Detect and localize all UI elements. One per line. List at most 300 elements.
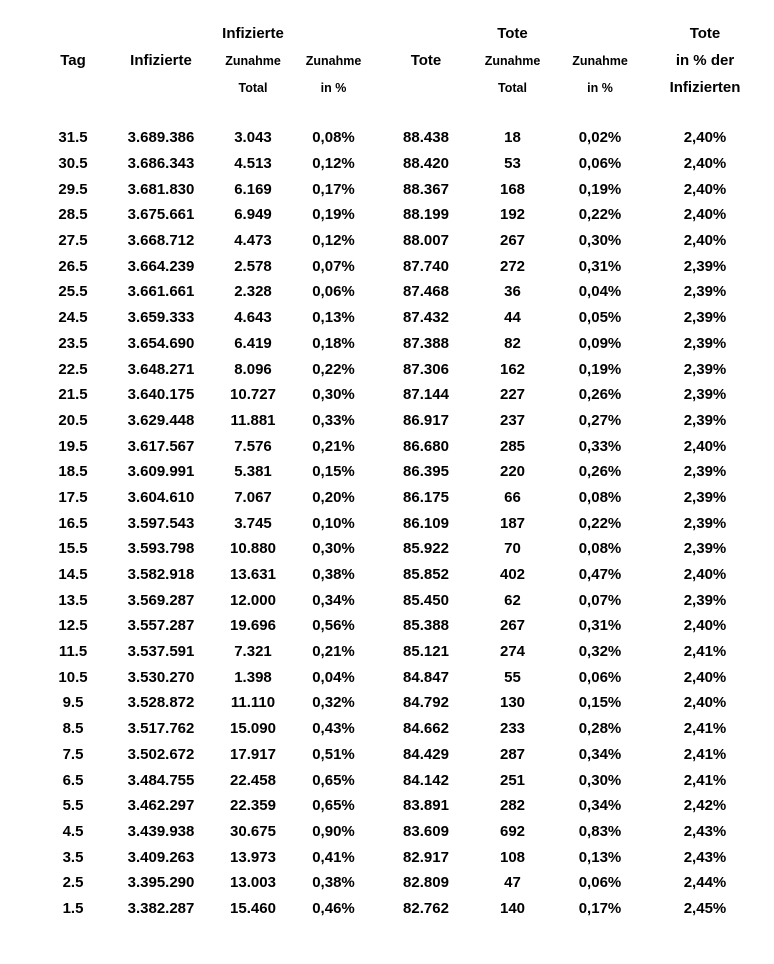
table-cell: 0,38% xyxy=(312,566,355,584)
table-cell: 86.175 xyxy=(403,488,449,506)
column-header-infizierte-zunahme-prozent: Zunahme xyxy=(305,53,362,68)
table-row xyxy=(40,870,760,896)
table-cell: 251 xyxy=(499,771,526,789)
table-cell: 0,32% xyxy=(578,643,622,661)
table-cell: 82 xyxy=(504,334,521,352)
table-cell: 0,34% xyxy=(312,591,355,609)
table-row xyxy=(40,433,760,459)
table-cell: 18 xyxy=(504,129,521,147)
table-cell: 187 xyxy=(499,514,526,532)
table-cell: 0,19% xyxy=(578,180,622,198)
table-cell: 3.557.287 xyxy=(127,617,195,635)
table-cell: 2,39% xyxy=(683,360,727,378)
table-cell: 15.460 xyxy=(230,899,276,917)
table-cell: 3.484.755 xyxy=(127,771,195,789)
table-cell: 84.662 xyxy=(403,720,449,738)
column-header-tag: Tag xyxy=(60,52,86,69)
table-cell: 17.5 xyxy=(58,488,88,506)
table-cell: 0,32% xyxy=(312,694,355,712)
table-cell: 0,15% xyxy=(578,694,622,712)
table-cell: 1.5 xyxy=(62,899,84,917)
table-cell: 3.640.175 xyxy=(127,386,195,404)
table-cell: 267 xyxy=(499,232,526,250)
table-cell: 13.003 xyxy=(230,874,276,892)
table-cell: 0,20% xyxy=(312,488,355,506)
table-cell: 6.419 xyxy=(234,334,272,352)
table-cell: 6.5 xyxy=(62,771,84,789)
table-cell: 15.5 xyxy=(58,540,88,558)
header-sub-row xyxy=(40,74,760,101)
column-header-tote: Tote xyxy=(410,52,442,69)
table-cell: 3.604.610 xyxy=(127,488,195,506)
table-cell: 237 xyxy=(499,411,526,429)
table-cell: 0,22% xyxy=(578,514,622,532)
table-cell: 2,40% xyxy=(683,155,727,173)
header-cell-empty xyxy=(40,20,106,47)
table-cell: 19.696 xyxy=(230,617,276,635)
table-cell: 47 xyxy=(504,874,521,892)
table-cell: 13.973 xyxy=(230,848,276,866)
table-cell: 22.5 xyxy=(58,360,88,378)
header-spacer-row xyxy=(40,101,760,125)
table-row xyxy=(40,279,760,305)
table-cell: 85.121 xyxy=(403,643,449,661)
table-cell: 13.5 xyxy=(58,591,88,609)
table-row xyxy=(40,664,760,690)
table-cell: 3.569.287 xyxy=(127,591,195,609)
table-cell: 3.661.661 xyxy=(127,283,195,301)
table-cell: 0,06% xyxy=(578,668,622,686)
table-cell: 3.689.386 xyxy=(127,129,195,147)
table-row xyxy=(40,587,760,613)
table-cell: 3.629.448 xyxy=(127,411,195,429)
table-cell: 0,13% xyxy=(312,309,355,327)
table-cell: 12.000 xyxy=(230,591,276,609)
header-cell-empty xyxy=(377,74,475,101)
table-cell: 2,40% xyxy=(683,566,727,584)
table-cell: 87.468 xyxy=(403,283,449,301)
table-cell: 0,83% xyxy=(578,822,622,840)
table-cell: 287 xyxy=(499,745,526,763)
table-cell: 88.007 xyxy=(403,232,449,250)
table-cell: 220 xyxy=(499,463,526,481)
table-cell: 130 xyxy=(499,694,526,712)
table-cell: 0,28% xyxy=(578,720,622,738)
table-cell: 82.809 xyxy=(403,874,449,892)
table-cell: 3.668.712 xyxy=(127,232,195,250)
table-cell: 0,56% xyxy=(312,617,355,635)
table-cell: 26.5 xyxy=(58,257,88,275)
table-row xyxy=(40,562,760,588)
table-cell: 7.067 xyxy=(234,488,272,506)
table-cell: 0,06% xyxy=(578,155,622,173)
table-cell: 31.5 xyxy=(58,129,88,147)
table-cell: 15.090 xyxy=(230,720,276,738)
table-row xyxy=(40,742,760,768)
table-cell: 162 xyxy=(499,360,526,378)
table-cell: 2,39% xyxy=(683,463,727,481)
table-cell: 84.847 xyxy=(403,668,449,686)
table-cell: 84.429 xyxy=(403,745,449,763)
table-cell: 85.450 xyxy=(403,591,449,609)
table-cell: 0,02% xyxy=(578,129,622,147)
table-cell: 0,09% xyxy=(578,334,622,352)
table-cell: 0,15% xyxy=(312,463,355,481)
table-row xyxy=(40,151,760,177)
table-cell: 2,39% xyxy=(683,540,727,558)
table-cell: 88.199 xyxy=(403,206,449,224)
table-cell: 55 xyxy=(504,668,521,686)
table-cell: 0,08% xyxy=(312,129,355,147)
subheader-infizierte-total: Total xyxy=(238,80,268,95)
table-cell: 0,38% xyxy=(312,874,355,892)
table-cell: 2,40% xyxy=(683,129,727,147)
table-row xyxy=(40,176,760,202)
header-cell-empty xyxy=(106,74,216,101)
table-cell: 285 xyxy=(499,437,526,455)
table-cell: 2,43% xyxy=(683,848,727,866)
table-cell: 8.5 xyxy=(62,720,84,738)
header-cell-empty xyxy=(550,20,650,47)
table-cell: 233 xyxy=(499,720,526,738)
table-cell: 692 xyxy=(499,822,526,840)
table-cell: 2,39% xyxy=(683,309,727,327)
table-cell: 27.5 xyxy=(58,232,88,250)
table-cell: 0,33% xyxy=(312,411,355,429)
table-row xyxy=(40,767,760,793)
table-row xyxy=(40,896,760,922)
table-cell: 3.675.661 xyxy=(127,206,195,224)
table-cell: 0,18% xyxy=(312,334,355,352)
table-cell: 3.517.762 xyxy=(127,720,195,738)
table-cell: 2,40% xyxy=(683,668,727,686)
table-cell: 3.462.297 xyxy=(127,797,195,815)
table-cell: 2,39% xyxy=(683,257,727,275)
table-cell: 0,12% xyxy=(312,155,355,173)
table-row xyxy=(40,305,760,331)
table-row xyxy=(40,125,760,151)
table-cell: 192 xyxy=(499,206,526,224)
table-cell: 282 xyxy=(499,797,526,815)
table-cell: 30.675 xyxy=(230,822,276,840)
table-row xyxy=(40,613,760,639)
table-cell: 0,26% xyxy=(578,386,622,404)
table-cell: 0,27% xyxy=(578,411,622,429)
subheader-infizierten: Infizierten xyxy=(669,79,741,96)
header-cell-empty xyxy=(40,74,106,101)
table-cell: 0,30% xyxy=(312,386,355,404)
table-cell: 2,39% xyxy=(683,411,727,429)
table-cell: 227 xyxy=(499,386,526,404)
table-cell: 0,41% xyxy=(312,848,355,866)
table-row xyxy=(40,639,760,665)
table-cell: 5.381 xyxy=(234,463,272,481)
group-header-infizierte: Infizierte xyxy=(222,25,284,42)
group-header-tote: Tote xyxy=(497,25,528,42)
table-cell: 3.395.290 xyxy=(127,874,195,892)
table-row xyxy=(40,793,760,819)
table-cell: 0,04% xyxy=(578,283,622,301)
table-cell: 7.5 xyxy=(62,745,84,763)
table-cell: 0,46% xyxy=(312,899,355,917)
table-cell: 87.306 xyxy=(403,360,449,378)
table-cell: 0,30% xyxy=(312,540,355,558)
table-cell: 3.382.287 xyxy=(127,899,195,917)
table-cell: 86.109 xyxy=(403,514,449,532)
table-cell: 0,30% xyxy=(578,771,622,789)
table-cell: 2,44% xyxy=(683,874,727,892)
table-header xyxy=(40,20,760,125)
table-cell: 0,31% xyxy=(578,257,622,275)
table-cell: 2,39% xyxy=(683,334,727,352)
header-group-row xyxy=(40,20,760,47)
table-cell: 7.321 xyxy=(234,643,272,661)
table-cell: 272 xyxy=(499,257,526,275)
table-cell: 3.593.798 xyxy=(127,540,195,558)
table-cell: 0,43% xyxy=(312,720,355,738)
table-cell: 6.169 xyxy=(234,180,272,198)
table-cell: 62 xyxy=(504,591,521,609)
table-cell: 85.852 xyxy=(403,566,449,584)
table-cell: 0,30% xyxy=(578,232,622,250)
table-cell: 0,65% xyxy=(312,797,355,815)
table-cell: 2,41% xyxy=(683,745,727,763)
table-cell: 12.5 xyxy=(58,617,88,635)
table-cell: 3.5 xyxy=(62,848,84,866)
table-cell: 2.578 xyxy=(234,257,272,275)
table-cell: 5.5 xyxy=(62,797,84,815)
table-row xyxy=(40,690,760,716)
table-cell: 2,39% xyxy=(683,514,727,532)
table-cell: 274 xyxy=(499,643,526,661)
table-cell: 10.727 xyxy=(230,386,276,404)
table-row xyxy=(40,356,760,382)
table-row xyxy=(40,382,760,408)
column-header-tote-anteil-line2: in % der xyxy=(675,52,735,69)
table-cell: 0,51% xyxy=(312,745,355,763)
table-cell: 3.409.263 xyxy=(127,848,195,866)
table-cell: 2,41% xyxy=(683,720,727,738)
table-cell: 88.438 xyxy=(403,129,449,147)
table-cell: 87.432 xyxy=(403,309,449,327)
table-cell: 0,17% xyxy=(578,899,622,917)
table-cell: 0,08% xyxy=(578,488,622,506)
spacer-cell xyxy=(40,101,760,125)
table-cell: 87.388 xyxy=(403,334,449,352)
subheader-infizierte-in-prozent: in % xyxy=(320,80,347,95)
table-cell: 85.922 xyxy=(403,540,449,558)
table-cell: 25.5 xyxy=(58,283,88,301)
table-cell: 0,33% xyxy=(578,437,622,455)
table-cell: 4.5 xyxy=(62,822,84,840)
table-cell: 0,90% xyxy=(312,822,355,840)
table-cell: 0,34% xyxy=(578,797,622,815)
table-cell: 11.5 xyxy=(58,643,88,661)
table-cell: 2,40% xyxy=(683,206,727,224)
table-cell: 3.654.690 xyxy=(127,334,195,352)
table-cell: 24.5 xyxy=(58,309,88,327)
column-header-tote-zunahme-prozent: Zunahme xyxy=(572,53,628,68)
table-cell: 16.5 xyxy=(58,514,88,532)
table-row xyxy=(40,536,760,562)
table-cell: 3.597.543 xyxy=(127,514,195,532)
table-cell: 53 xyxy=(504,155,521,173)
column-header-infizierte: Infizierte xyxy=(130,52,192,69)
table-cell: 2,41% xyxy=(683,771,727,789)
table-cell: 2,40% xyxy=(683,232,727,250)
table-cell: 10.880 xyxy=(230,540,276,558)
table-cell: 28.5 xyxy=(58,206,88,224)
table-cell: 0,08% xyxy=(578,540,622,558)
table-cell: 0,17% xyxy=(312,180,355,198)
table-cell: 6.949 xyxy=(234,206,272,224)
table-row xyxy=(40,716,760,742)
table-row xyxy=(40,253,760,279)
table-cell: 44 xyxy=(504,309,521,327)
table-cell: 0,31% xyxy=(578,617,622,635)
table-cell: 3.609.991 xyxy=(127,463,195,481)
table-cell: 3.745 xyxy=(234,514,272,532)
table-cell: 0,05% xyxy=(578,309,622,327)
table-cell: 2,41% xyxy=(683,643,727,661)
table-cell: 2,39% xyxy=(683,386,727,404)
table-cell: 108 xyxy=(499,848,526,866)
table-cell: 11.110 xyxy=(230,694,276,712)
table-cell: 2,40% xyxy=(683,437,727,455)
subheader-tote-total: Total xyxy=(498,80,527,95)
table-cell: 2.5 xyxy=(62,874,84,892)
table-cell: 3.681.830 xyxy=(127,180,195,198)
table-cell: 0,22% xyxy=(578,206,622,224)
table-cell: 10.5 xyxy=(58,668,88,686)
table-cell: 86.395 xyxy=(403,463,449,481)
table-cell: 2,39% xyxy=(683,283,727,301)
table-cell: 11.881 xyxy=(230,411,276,429)
table-cell: 84.792 xyxy=(403,694,449,712)
table-cell: 87.740 xyxy=(403,257,449,275)
table-cell: 2,39% xyxy=(683,591,727,609)
table-row xyxy=(40,331,760,357)
table-cell: 3.439.938 xyxy=(127,822,195,840)
table-cell: 168 xyxy=(499,180,526,198)
table-cell: 2,40% xyxy=(683,694,727,712)
table-cell: 3.664.239 xyxy=(127,257,195,275)
table-cell: 20.5 xyxy=(58,411,88,429)
table-cell: 87.144 xyxy=(403,386,449,404)
table-cell: 2,40% xyxy=(683,617,727,635)
table-cell: 66 xyxy=(504,488,521,506)
infection-statistics-table xyxy=(40,20,760,921)
table-cell: 0,19% xyxy=(578,360,622,378)
table-cell: 1.398 xyxy=(234,668,272,686)
table-cell: 2,43% xyxy=(683,822,727,840)
table-cell: 4.473 xyxy=(234,232,272,250)
table-cell: 7.576 xyxy=(234,437,272,455)
table-cell: 21.5 xyxy=(58,386,88,404)
table-cell: 0,34% xyxy=(578,745,622,763)
table-cell: 22.458 xyxy=(230,771,276,789)
table-cell: 0,21% xyxy=(312,437,355,455)
header-cell-empty xyxy=(377,20,475,47)
table-cell: 0,22% xyxy=(312,360,355,378)
table-row xyxy=(40,228,760,254)
table-cell: 8.096 xyxy=(234,360,272,378)
table-cell: 22.359 xyxy=(230,797,276,815)
table-cell: 84.142 xyxy=(403,771,449,789)
table-cell: 0,10% xyxy=(312,514,355,532)
subheader-tote-in-prozent: in % xyxy=(587,80,613,95)
table-cell: 0,19% xyxy=(312,206,355,224)
table-cell: 0,06% xyxy=(578,874,622,892)
table-cell: 36 xyxy=(504,283,521,301)
table-cell: 2,40% xyxy=(683,180,727,198)
header-main-row xyxy=(40,47,760,74)
table-cell: 13.631 xyxy=(230,566,276,584)
column-header-infizierte-zunahme-total: Zunahme xyxy=(225,53,281,68)
table-cell: 3.659.333 xyxy=(127,309,195,327)
table-cell: 0,65% xyxy=(312,771,355,789)
header-cell-empty xyxy=(290,20,377,47)
table-cell: 3.686.343 xyxy=(127,155,195,173)
table-cell: 0,07% xyxy=(312,257,355,275)
table-cell: 3.648.271 xyxy=(127,360,195,378)
table-cell: 267 xyxy=(499,617,526,635)
table-body xyxy=(40,125,760,921)
table-cell: 2.328 xyxy=(234,283,272,301)
table-cell: 2,39% xyxy=(683,488,727,506)
column-header-tote-zunahme-total: Zunahme xyxy=(484,53,541,68)
table-row xyxy=(40,408,760,434)
table-cell: 0,21% xyxy=(312,643,355,661)
table-cell: 82.762 xyxy=(403,899,449,917)
table-cell: 0,04% xyxy=(312,668,355,686)
table-cell: 82.917 xyxy=(403,848,449,866)
header-cell-empty xyxy=(106,20,216,47)
table-cell: 29.5 xyxy=(58,180,88,198)
table-cell: 0,26% xyxy=(578,463,622,481)
table-cell: 3.537.591 xyxy=(127,643,195,661)
table-cell: 30.5 xyxy=(58,155,88,173)
table-row xyxy=(40,459,760,485)
table-cell: 3.617.567 xyxy=(127,437,195,455)
table-cell: 83.609 xyxy=(403,822,449,840)
table-cell: 88.420 xyxy=(403,155,449,173)
table-cell: 9.5 xyxy=(62,694,84,712)
table-cell: 3.530.270 xyxy=(127,668,195,686)
table-cell: 140 xyxy=(499,899,526,917)
table-cell: 85.388 xyxy=(403,617,449,635)
table-cell: 17.917 xyxy=(230,745,276,763)
table-row xyxy=(40,819,760,845)
table-row xyxy=(40,844,760,870)
table-cell: 19.5 xyxy=(58,437,88,455)
table-cell: 4.643 xyxy=(234,309,272,327)
table-cell: 14.5 xyxy=(58,566,88,584)
table-row xyxy=(40,485,760,511)
table-cell: 3.043 xyxy=(234,129,272,147)
table-cell: 4.513 xyxy=(234,155,272,173)
table-row xyxy=(40,202,760,228)
table-cell: 23.5 xyxy=(58,334,88,352)
table-cell: 3.528.872 xyxy=(127,694,195,712)
group-header-tote-prozent: Tote xyxy=(689,25,721,42)
table-cell: 86.917 xyxy=(403,411,449,429)
table-cell: 88.367 xyxy=(403,180,449,198)
table-cell: 3.502.672 xyxy=(127,745,195,763)
table-cell: 0,07% xyxy=(578,591,622,609)
table-cell: 2,42% xyxy=(683,797,727,815)
table-cell: 0,12% xyxy=(312,232,355,250)
